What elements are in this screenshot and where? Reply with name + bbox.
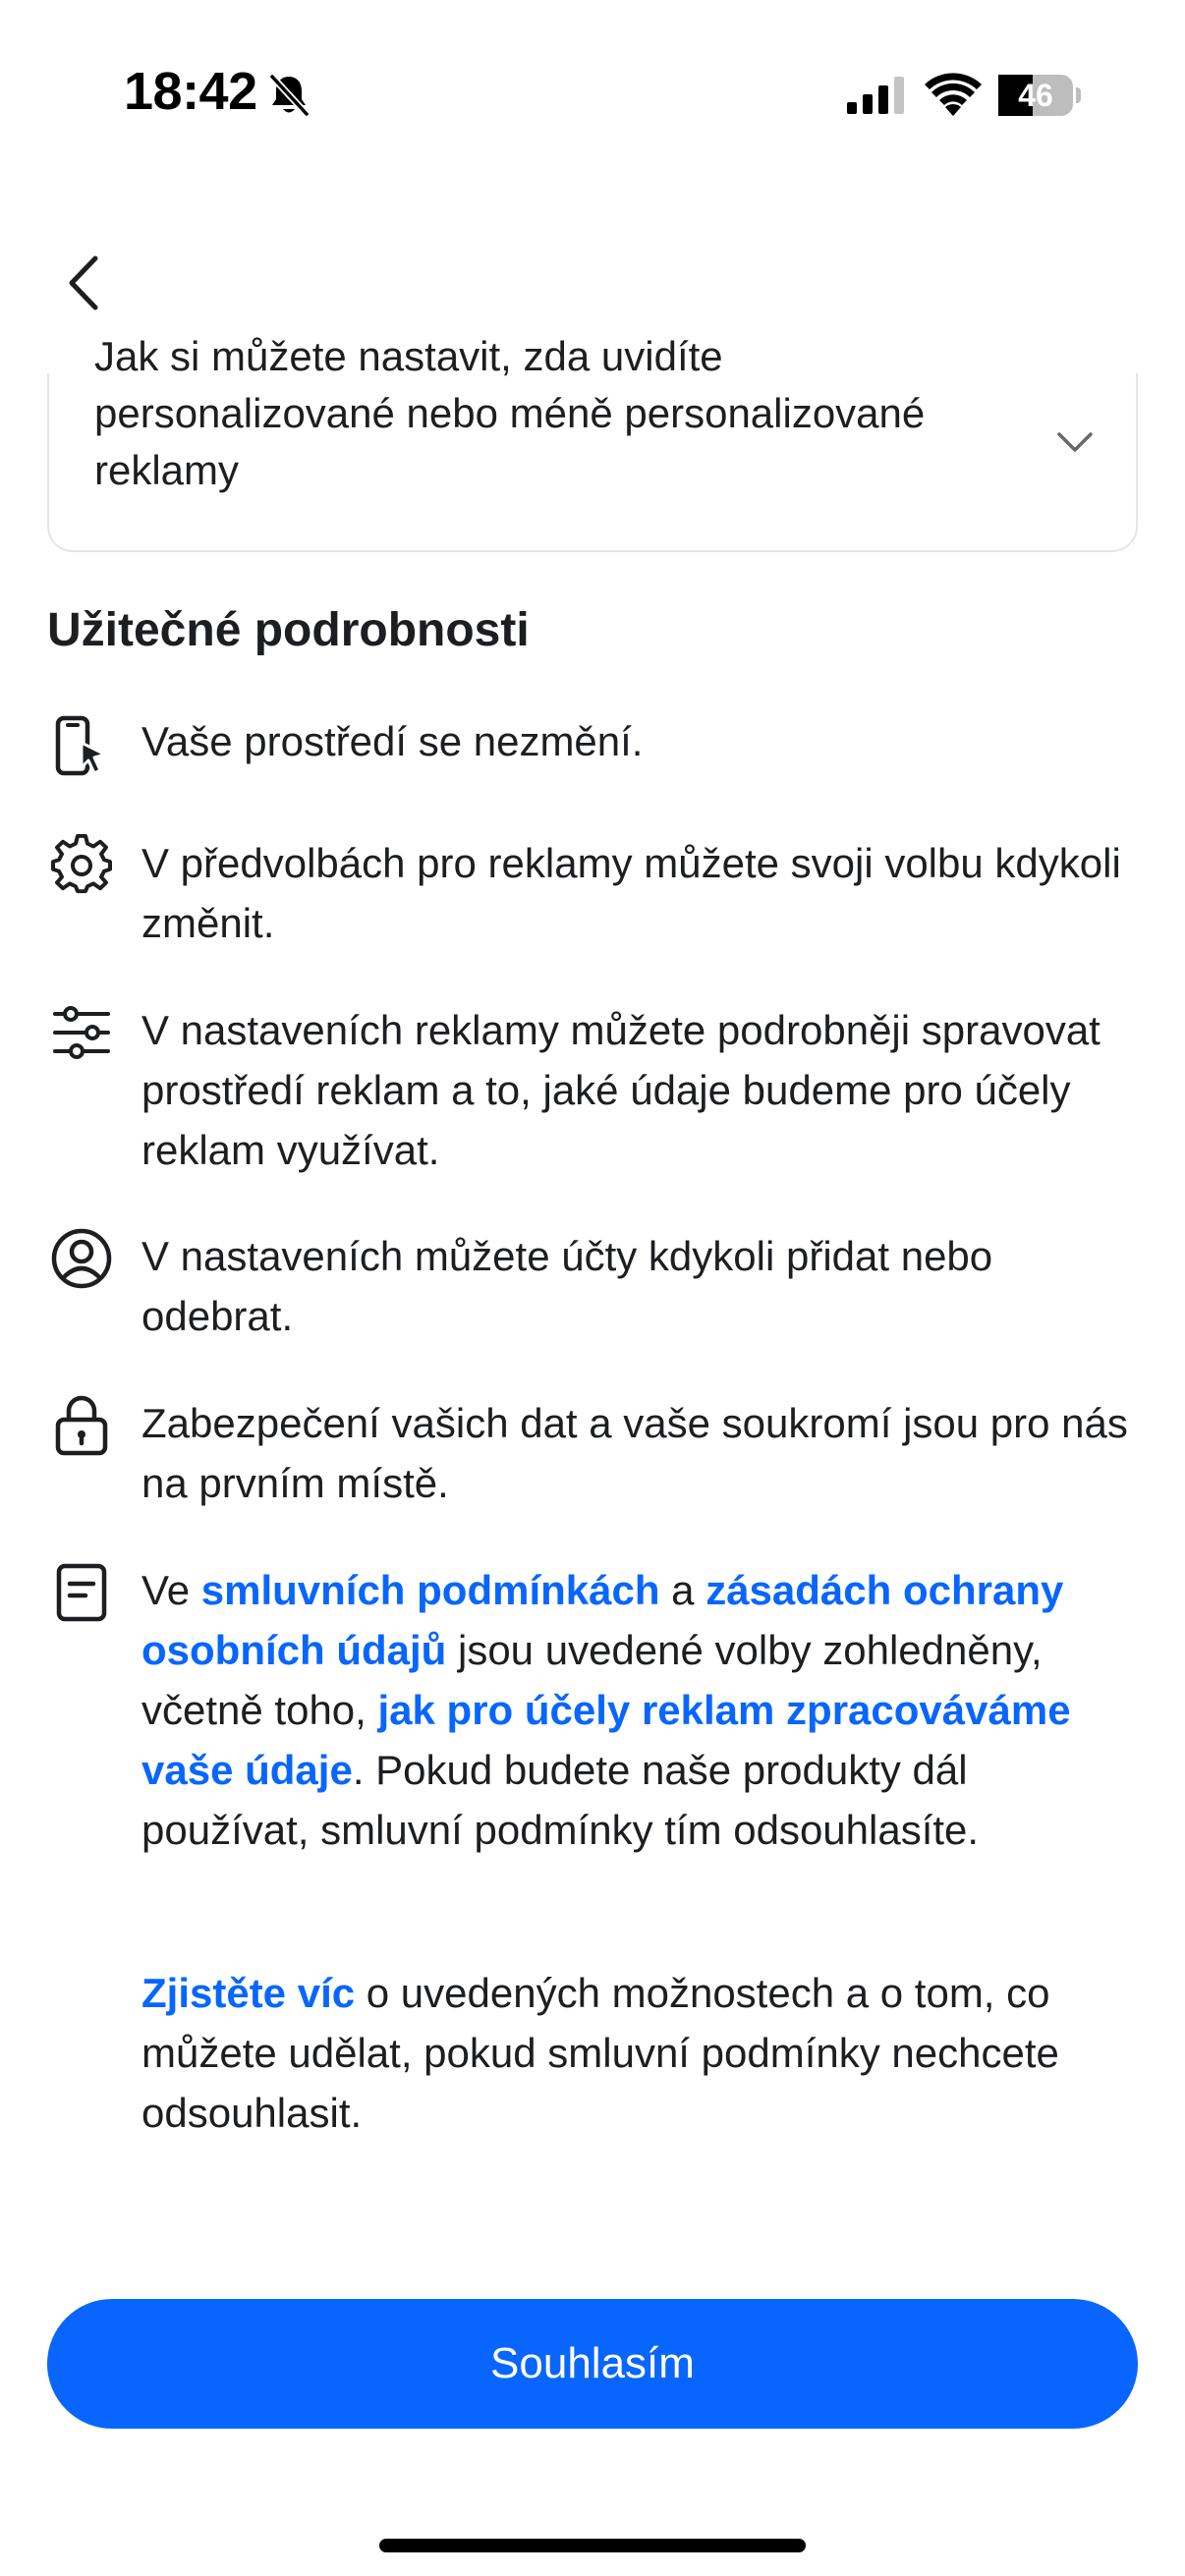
terms-text-part: Ve (141, 1567, 201, 1613)
accordion-title: Jak si můžete nastavit, zda uvidíte personalizované nebo méně personalizované reklamy (94, 333, 926, 493)
learn-more-link[interactable]: Zjistěte víc (141, 1970, 356, 2016)
section-heading: Užitečné podrobnosti (47, 604, 530, 656)
detail-text: Zabezpečení vašich dat a vaše soukromí jsou pro nás na prvním místě. (141, 1400, 1128, 1506)
terms-text-part: . Pokud budete naše produkty dál používat, smluvní podmínky tím odsouhlasíte. (141, 1747, 980, 1853)
status-time: 18:42 (124, 62, 257, 121)
detail-text: V nastaveních reklamy můžete podrobněji spravovat prostředí reklam a to, jaké údaje budeme pro účely reklam využívat. (141, 1007, 1100, 1173)
document-icon (49, 1560, 114, 1625)
gear-icon (49, 833, 114, 898)
battery-indicator (998, 75, 1081, 116)
cellular-signal-icon (847, 77, 906, 114)
chevron-down-icon (1053, 420, 1097, 464)
terms-text (141, 1560, 1144, 1860)
account-circle-icon (49, 1226, 114, 1291)
ad-personalization-accordion[interactable] (47, 333, 1138, 552)
chevron-left-icon (64, 254, 103, 311)
terms-text-part: a (659, 1567, 706, 1613)
learn-more-rest: o uvedených možnostech a o tom, co můžete udělat, pokud smluvní podmínky nechcete odsouhlasit. (141, 1970, 1059, 2136)
learn-more-text (141, 1963, 1144, 2143)
terms-text-part: jsou uvedené volby zohledněny, včetně toho, (141, 1627, 1043, 1733)
phone-tap-icon (49, 715, 114, 780)
battery-level: 46 (1018, 78, 1053, 113)
back-button[interactable] (49, 244, 118, 322)
bell-slash-icon (267, 73, 310, 118)
home-indicator[interactable] (379, 2539, 806, 2552)
status-bar (0, 0, 1185, 187)
sliders-icon (49, 1000, 114, 1065)
wifi-icon (926, 73, 981, 116)
agree-button[interactable]: Souhlasím (47, 2299, 1138, 2429)
privacy-policy-link[interactable]: zásadách ochrany osobních údajů (141, 1567, 1064, 1673)
ad-data-processing-link[interactable]: jak pro účely reklam zpracováváme vaše údaje (141, 1687, 1071, 1793)
detail-text: Vaše prostředí se nezmění. (141, 718, 644, 764)
detail-text: V nastaveních můžete účty kdykoli přidat nebo odebrat. (141, 1233, 993, 1339)
terms-link[interactable]: smluvních podmínkách (200, 1567, 660, 1613)
detail-text: V předvolbách pro reklamy můžete svoji volbu kdykoli změnit. (141, 840, 1121, 946)
lock-icon (49, 1393, 114, 1458)
